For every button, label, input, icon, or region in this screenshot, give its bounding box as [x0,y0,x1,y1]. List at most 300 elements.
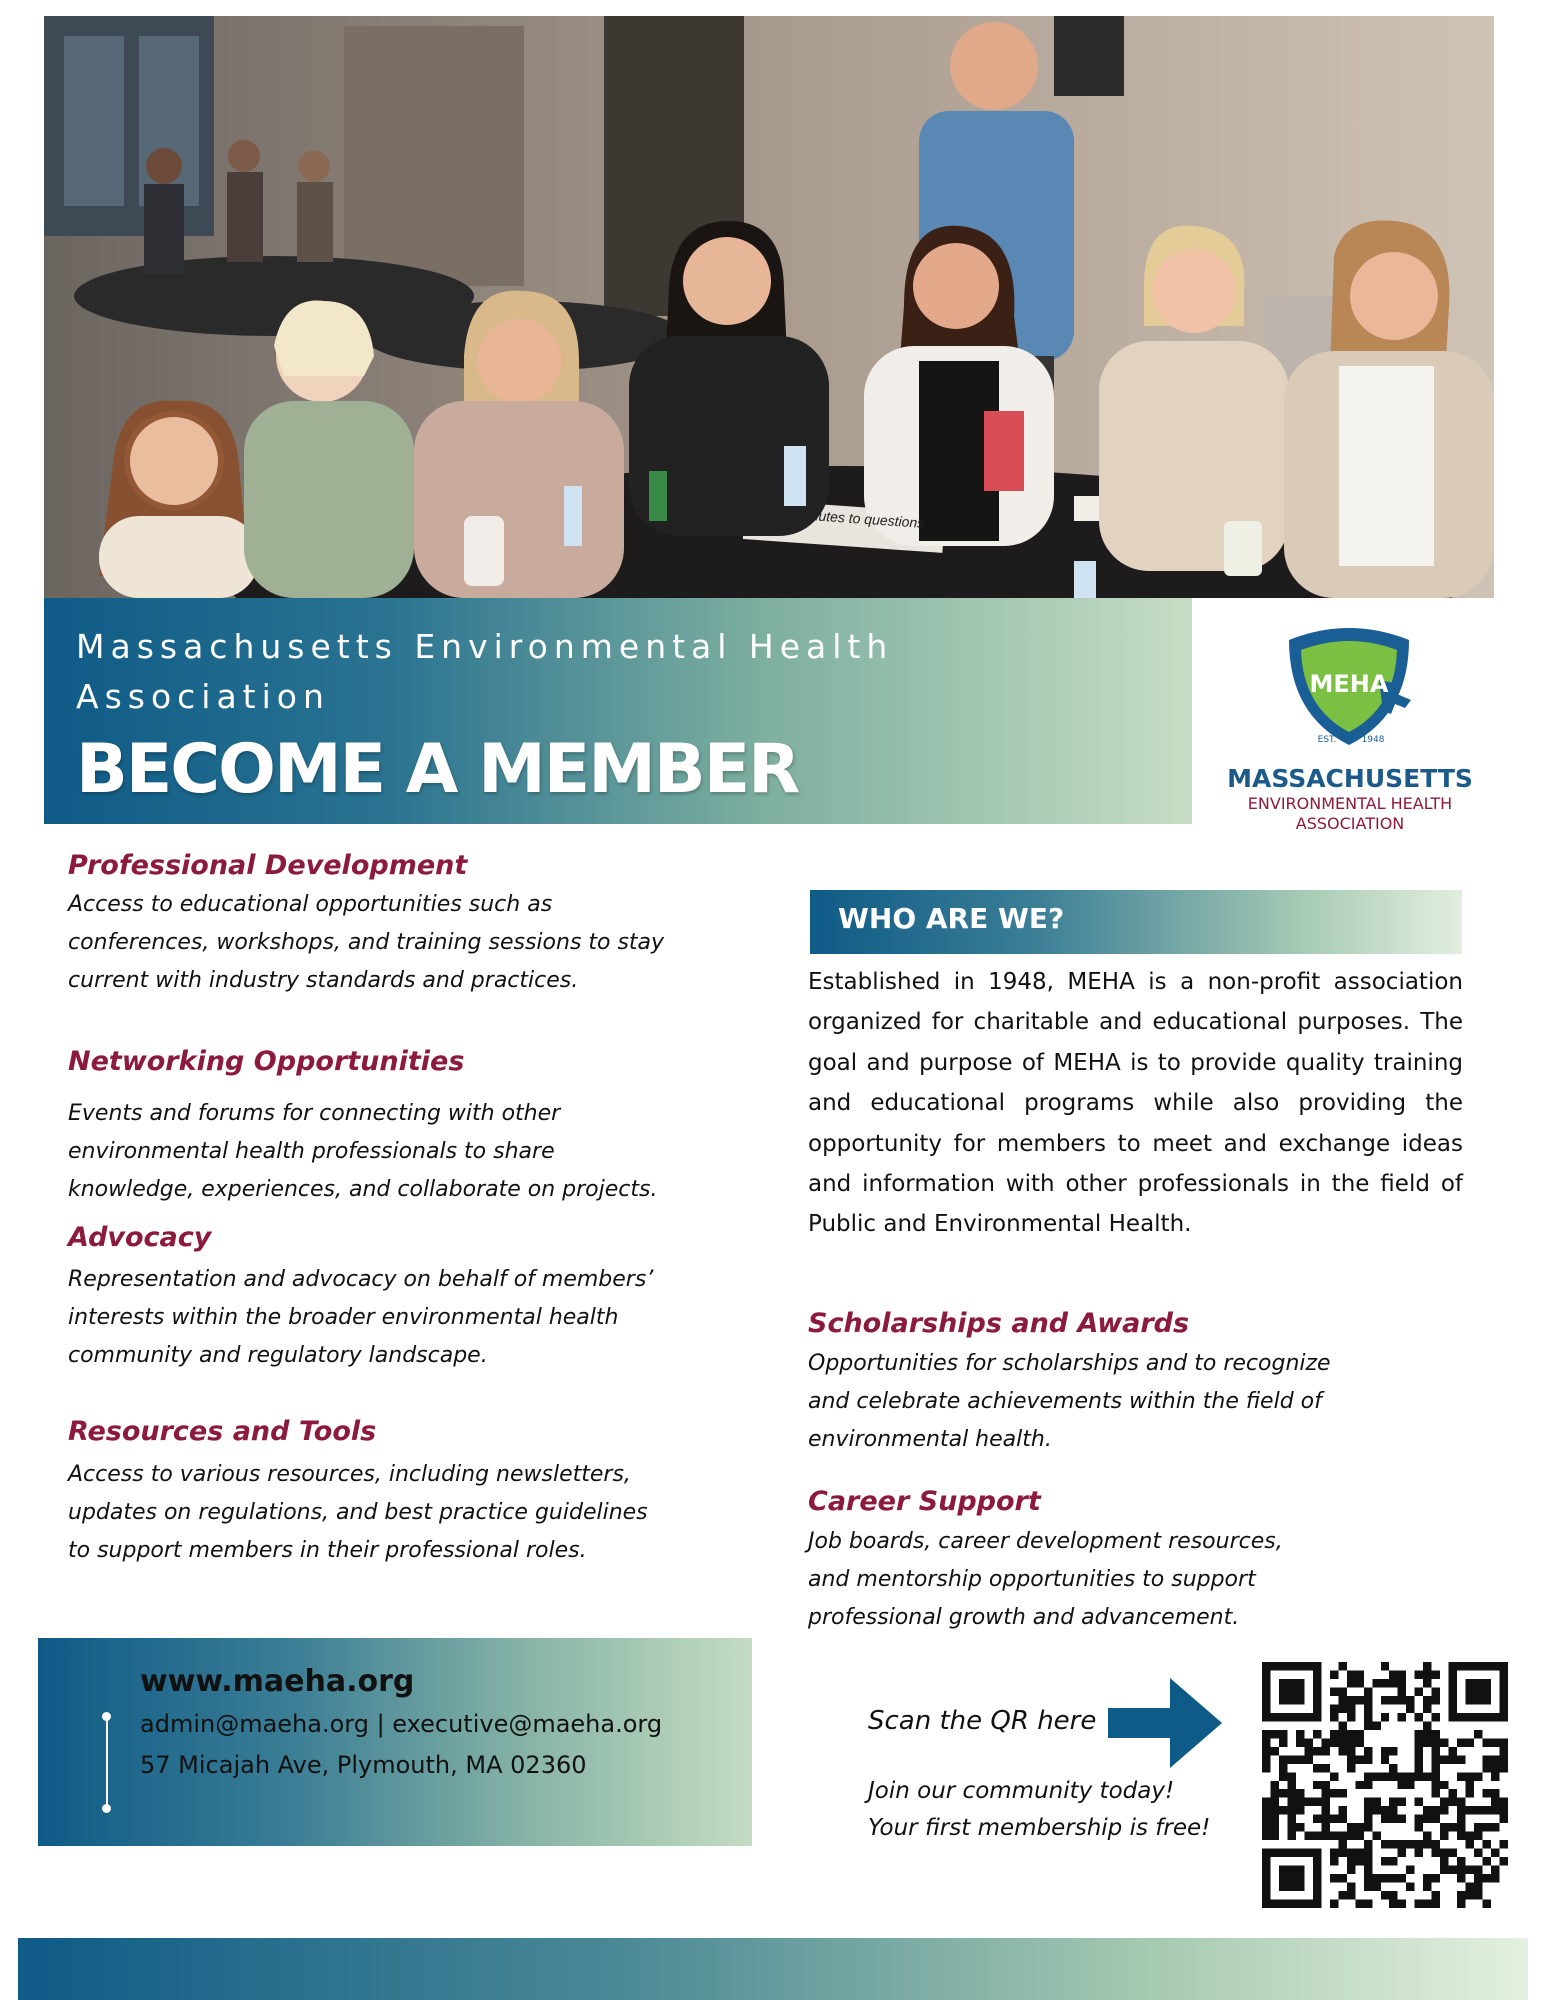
qr-module [1466,1772,1474,1780]
qr-module [1389,1679,1397,1687]
qr-module [1381,1815,1389,1823]
qr-module [1423,1704,1431,1712]
qr-module [1432,1730,1440,1738]
qr-module [1321,1789,1329,1797]
qr-module [1347,1866,1355,1874]
qr-module [1330,1900,1338,1908]
qr-module [1355,1781,1363,1789]
benefit-title: Resources and Tools [68,1416,377,1447]
qr-module [1355,1679,1363,1687]
qr-module [1423,1738,1431,1746]
qr-module [1449,1755,1457,1763]
qr-module [1355,1730,1363,1738]
qr-module [1330,1687,1338,1695]
qr-code[interactable] [1262,1662,1508,1913]
qr-module [1500,1806,1508,1814]
qr-module [1304,1713,1312,1721]
qr-module [1415,1738,1423,1746]
qr-module [1449,1679,1457,1687]
qr-module [1466,1789,1474,1797]
qr-module [1381,1874,1389,1882]
qr-module [1415,1815,1423,1823]
qr-module [1415,1755,1423,1763]
qr-module [1406,1696,1414,1704]
qr-module [1262,1679,1270,1687]
qr-module [1500,1670,1508,1678]
qr-module [1338,1738,1346,1746]
qr-module [1279,1900,1287,1908]
qr-module [1270,1662,1278,1670]
qr-module [1270,1713,1278,1721]
qr-module [1449,1713,1457,1721]
qr-module [1347,1883,1355,1891]
qr-module [1313,1815,1321,1823]
qr-module [1466,1840,1474,1848]
qr-module [1347,1747,1355,1755]
qr-module [1347,1696,1355,1704]
qr-module [1423,1806,1431,1814]
qr-module [1372,1806,1380,1814]
qr-module [1449,1704,1457,1712]
qr-module [1364,1798,1372,1806]
qr-module [1474,1730,1482,1738]
qr-module [1262,1866,1270,1874]
qr-module [1500,1857,1508,1865]
qr-module [1330,1874,1338,1882]
qr-module [1415,1900,1423,1908]
qr-module [1440,1755,1448,1763]
qr-module [1406,1840,1414,1848]
qr-module [1338,1832,1346,1840]
qr-module [1500,1713,1508,1721]
qr-module [1330,1789,1338,1797]
qr-module [1457,1900,1465,1908]
qr-module [1457,1806,1465,1814]
qr-module [1279,1687,1287,1695]
qr-module [1457,1815,1465,1823]
qr-module [1440,1866,1448,1874]
qr-module [1313,1704,1321,1712]
qr-module [1330,1772,1338,1780]
qr-module [1313,1670,1321,1678]
qr-module [1449,1696,1457,1704]
qr-module [1262,1900,1270,1908]
qr-module [1474,1849,1482,1857]
qr-module [1287,1832,1295,1840]
qr-module [1279,1679,1287,1687]
qr-module [1364,1849,1372,1857]
qr-module [1364,1806,1372,1814]
qr-module [1474,1832,1482,1840]
qr-module [1372,1679,1380,1687]
qr-module [1432,1840,1440,1848]
qr-module [1491,1662,1499,1670]
join-text-2: Your first membership is free! [868,1815,1211,1841]
qr-module [1262,1857,1270,1865]
qr-module [1270,1823,1278,1831]
logo-badge-text: MEHA [1309,670,1389,698]
qr-module [1440,1857,1448,1865]
qr-module [1364,1704,1372,1712]
qr-module [1262,1696,1270,1704]
qr-module [1347,1670,1355,1678]
qr-module [1491,1713,1499,1721]
qr-module [1364,1815,1372,1823]
qr-module [1432,1687,1440,1695]
logo-line-2: ENVIRONMENTAL HEALTH [1247,794,1453,813]
qr-module [1449,1747,1457,1755]
qr-module [1364,1874,1372,1882]
qr-module [1338,1687,1346,1695]
qr-module [1347,1738,1355,1746]
qr-module [1279,1772,1287,1780]
qr-module [1313,1679,1321,1687]
qr-module [1491,1849,1499,1857]
qr-module [1432,1738,1440,1746]
benefit-text: Access to educational opportunities such as conferences, workshops, and training sessions to stay current with industry standards and practices. [68,892,665,993]
qr-module [1389,1806,1397,1814]
qr-module [1500,1662,1508,1670]
qr-module [1270,1798,1278,1806]
qr-module [1389,1670,1397,1678]
qr-module [1415,1687,1423,1695]
qr-module [1500,1840,1508,1848]
qr-module [1474,1679,1482,1687]
qr-module [1355,1755,1363,1763]
qr-module [1466,1781,1474,1789]
qr-module [1457,1866,1465,1874]
qr-module [1270,1781,1278,1789]
qr-module [1483,1874,1491,1882]
qr-module [1483,1789,1491,1797]
qr-module [1406,1781,1414,1789]
divider-dot [102,1712,111,1721]
qr-module [1423,1679,1431,1687]
qr-module [1440,1849,1448,1857]
qr-module [1457,1662,1465,1670]
qr-module [1313,1713,1321,1721]
qr-module [1304,1798,1312,1806]
qr-module [1279,1713,1287,1721]
qr-module [1381,1891,1389,1899]
qr-module [1389,1840,1397,1848]
qr-module [1398,1772,1406,1780]
qr-module [1483,1840,1491,1848]
qr-module [1287,1806,1295,1814]
qr-module [1270,1900,1278,1908]
qr-module [1355,1900,1363,1908]
qr-module [1347,1730,1355,1738]
qr-module [1491,1789,1499,1797]
qr-module [1491,1738,1499,1746]
qr-module [1449,1789,1457,1797]
qr-module [1287,1866,1295,1874]
qr-module [1432,1755,1440,1763]
qr-module [1500,1738,1508,1746]
qr-module [1406,1866,1414,1874]
qr-module [1313,1849,1321,1857]
qr-module [1483,1687,1491,1695]
qr-module [1398,1687,1406,1695]
qr-module [1381,1679,1389,1687]
qr-module [1321,1832,1329,1840]
qr-module [1372,1798,1380,1806]
qr-module [1296,1849,1304,1857]
qr-module [1262,1874,1270,1882]
qr-module [1296,1789,1304,1797]
qr-module [1389,1857,1397,1865]
contact-divider [106,1716,108,1808]
meha-logo [1279,620,1419,765]
qr-module [1423,1696,1431,1704]
qr-module [1347,1755,1355,1763]
qr-module [1491,1866,1499,1874]
qr-module [1313,1662,1321,1670]
qr-module [1279,1849,1287,1857]
qr-module [1415,1840,1423,1848]
event-photo [44,16,1494,598]
qr-module [1279,1806,1287,1814]
qr-module [1287,1772,1295,1780]
qr-module [1457,1738,1465,1746]
qr-module [1296,1755,1304,1763]
qr-module [1321,1738,1329,1746]
qr-module [1398,1781,1406,1789]
qr-module [1313,1687,1321,1695]
qr-module [1270,1730,1278,1738]
qr-module [1500,1755,1508,1763]
logo-year: 1948 [1361,735,1385,745]
qr-module [1364,1840,1372,1848]
qr-module [1313,1798,1321,1806]
qr-module [1457,1823,1465,1831]
qr-module [1381,1840,1389,1848]
qr-module [1279,1755,1287,1763]
qr-module [1296,1883,1304,1891]
qr-module [1313,1866,1321,1874]
scan-label: Scan the QR here [868,1706,1097,1736]
qr-module [1432,1747,1440,1755]
qr-module [1474,1806,1482,1814]
divider-dot [102,1804,111,1813]
qr-module [1296,1900,1304,1908]
qr-module [1262,1891,1270,1899]
qr-module [1483,1755,1491,1763]
qr-module [1389,1696,1397,1704]
qr-module [1372,1772,1380,1780]
qr-module [1304,1832,1312,1840]
qr-module [1432,1806,1440,1814]
qr-module [1432,1900,1440,1908]
benefit-text: Access to various resources, including newsletters, updates on regulations, and best practice guidelines to support members in their professional roles. [68,1462,648,1563]
qr-module [1313,1764,1321,1772]
qr-module [1296,1874,1304,1882]
qr-module [1296,1738,1304,1746]
qr-module [1500,1687,1508,1695]
qr-module [1262,1738,1270,1746]
qr-module [1304,1738,1312,1746]
qr-module [1364,1866,1372,1874]
qr-module [1279,1730,1287,1738]
qr-module [1270,1815,1278,1823]
qr-module [1381,1755,1389,1763]
qr-module [1296,1662,1304,1670]
qr-module [1474,1713,1482,1721]
qr-module [1491,1806,1499,1814]
qr-module [1423,1772,1431,1780]
qr-module [1398,1798,1406,1806]
qr-module [1270,1806,1278,1814]
qr-module [1474,1866,1482,1874]
qr-module [1262,1730,1270,1738]
qr-module [1287,1687,1295,1695]
qr-module [1449,1866,1457,1874]
qr-module [1423,1670,1431,1678]
qr-module [1440,1738,1448,1746]
qr-module [1483,1857,1491,1865]
qr-module [1296,1713,1304,1721]
qr-module [1364,1721,1372,1729]
qr-module [1457,1891,1465,1899]
qr-module [1466,1679,1474,1687]
qr-module [1398,1670,1406,1678]
qr-module [1381,1662,1389,1670]
qr-module [1457,1755,1465,1763]
qr-module [1347,1891,1355,1899]
qr-module [1330,1815,1338,1823]
qr-module [1330,1730,1338,1738]
qr-module [1330,1713,1338,1721]
qr-module [1347,1857,1355,1865]
qr-module [1457,1832,1465,1840]
qr-module [1440,1823,1448,1831]
qr-module [1338,1721,1346,1729]
qr-module [1364,1857,1372,1865]
qr-module [1449,1662,1457,1670]
qr-module [1372,1832,1380,1840]
qr-module [1347,1713,1355,1721]
qr-module [1457,1772,1465,1780]
qr-module [1483,1738,1491,1746]
qr-module [1287,1874,1295,1882]
qr-module [1287,1789,1295,1797]
qr-module [1483,1806,1491,1814]
qr-module [1347,1679,1355,1687]
qr-module [1321,1823,1329,1831]
qr-module [1347,1832,1355,1840]
benefit-text: Events and forums for connecting with other environmental health professionals to share knowledge, experiences, and collaborate on projects. [68,1101,658,1202]
qr-module [1313,1874,1321,1882]
qr-module [1296,1687,1304,1695]
qr-module [1262,1687,1270,1695]
qr-module [1355,1823,1363,1831]
qr-module [1432,1815,1440,1823]
qr-module [1279,1662,1287,1670]
qr-module [1262,1747,1270,1755]
email-addresses[interactable]: admin@maeha.org | executive@maeha.org [140,1710,663,1738]
qr-module [1279,1874,1287,1882]
website-link[interactable]: www.maeha.org [140,1664,415,1699]
qr-module [1466,1713,1474,1721]
qr-module [1330,1738,1338,1746]
qr-module [1398,1815,1406,1823]
qr-module [1262,1764,1270,1772]
qr-module [1432,1670,1440,1678]
qr-module [1381,1713,1389,1721]
qr-module [1321,1747,1329,1755]
qr-module [1483,1696,1491,1704]
qr-module [1491,1764,1499,1772]
arrow-right-icon [1108,1678,1222,1773]
qr-module [1483,1662,1491,1670]
qr-module [1474,1772,1482,1780]
qr-module [1466,1883,1474,1891]
qr-module [1287,1900,1295,1908]
qr-module [1500,1704,1508,1712]
qr-module [1262,1849,1270,1857]
qr-module [1423,1883,1431,1891]
qr-module [1262,1670,1270,1678]
qr-module [1466,1806,1474,1814]
qr-module [1304,1849,1312,1857]
qr-module [1313,1832,1321,1840]
qr-module [1287,1883,1295,1891]
qr-module [1338,1815,1346,1823]
qr-module [1483,1823,1491,1831]
qr-module [1432,1849,1440,1857]
benefit-title: Advocacy [68,1222,212,1253]
qr-module [1415,1823,1423,1831]
qr-module [1491,1772,1499,1780]
qr-module [1406,1772,1414,1780]
qr-module [1423,1900,1431,1908]
qr-module [1466,1891,1474,1899]
qr-module [1304,1747,1312,1755]
qr-module [1423,1730,1431,1738]
logo-line-1: MASSACHUSETTS [1227,764,1473,793]
photo-sign-text: 5 minutes to questions [783,505,925,531]
qr-module [1338,1696,1346,1704]
qr-module [1483,1900,1491,1908]
qr-module [1330,1857,1338,1865]
page-title: BECOME A MEMBER [76,730,799,809]
benefit-text: Opportunities for scholarships and to recognize and celebrate achievements within the field of environmental health. [808,1351,1331,1452]
qr-module [1440,1798,1448,1806]
qr-module [1500,1815,1508,1823]
qr-module [1474,1891,1482,1899]
qr-module [1466,1832,1474,1840]
qr-module [1347,1849,1355,1857]
qr-module [1500,1679,1508,1687]
qr-module [1279,1789,1287,1797]
qr-module [1262,1806,1270,1814]
qr-module [1262,1713,1270,1721]
qr-module [1313,1883,1321,1891]
qr-module [1432,1789,1440,1797]
qr-module [1398,1713,1406,1721]
qr-module [1381,1806,1389,1814]
qr-module [1415,1798,1423,1806]
qr-module [1423,1832,1431,1840]
qr-module [1483,1679,1491,1687]
qr-module [1432,1696,1440,1704]
qr-module [1321,1764,1329,1772]
logo-est: EST. [1317,735,1337,745]
qr-module [1287,1815,1295,1823]
qr-module [1304,1900,1312,1908]
qr-module [1338,1730,1346,1738]
qr-module [1270,1849,1278,1857]
